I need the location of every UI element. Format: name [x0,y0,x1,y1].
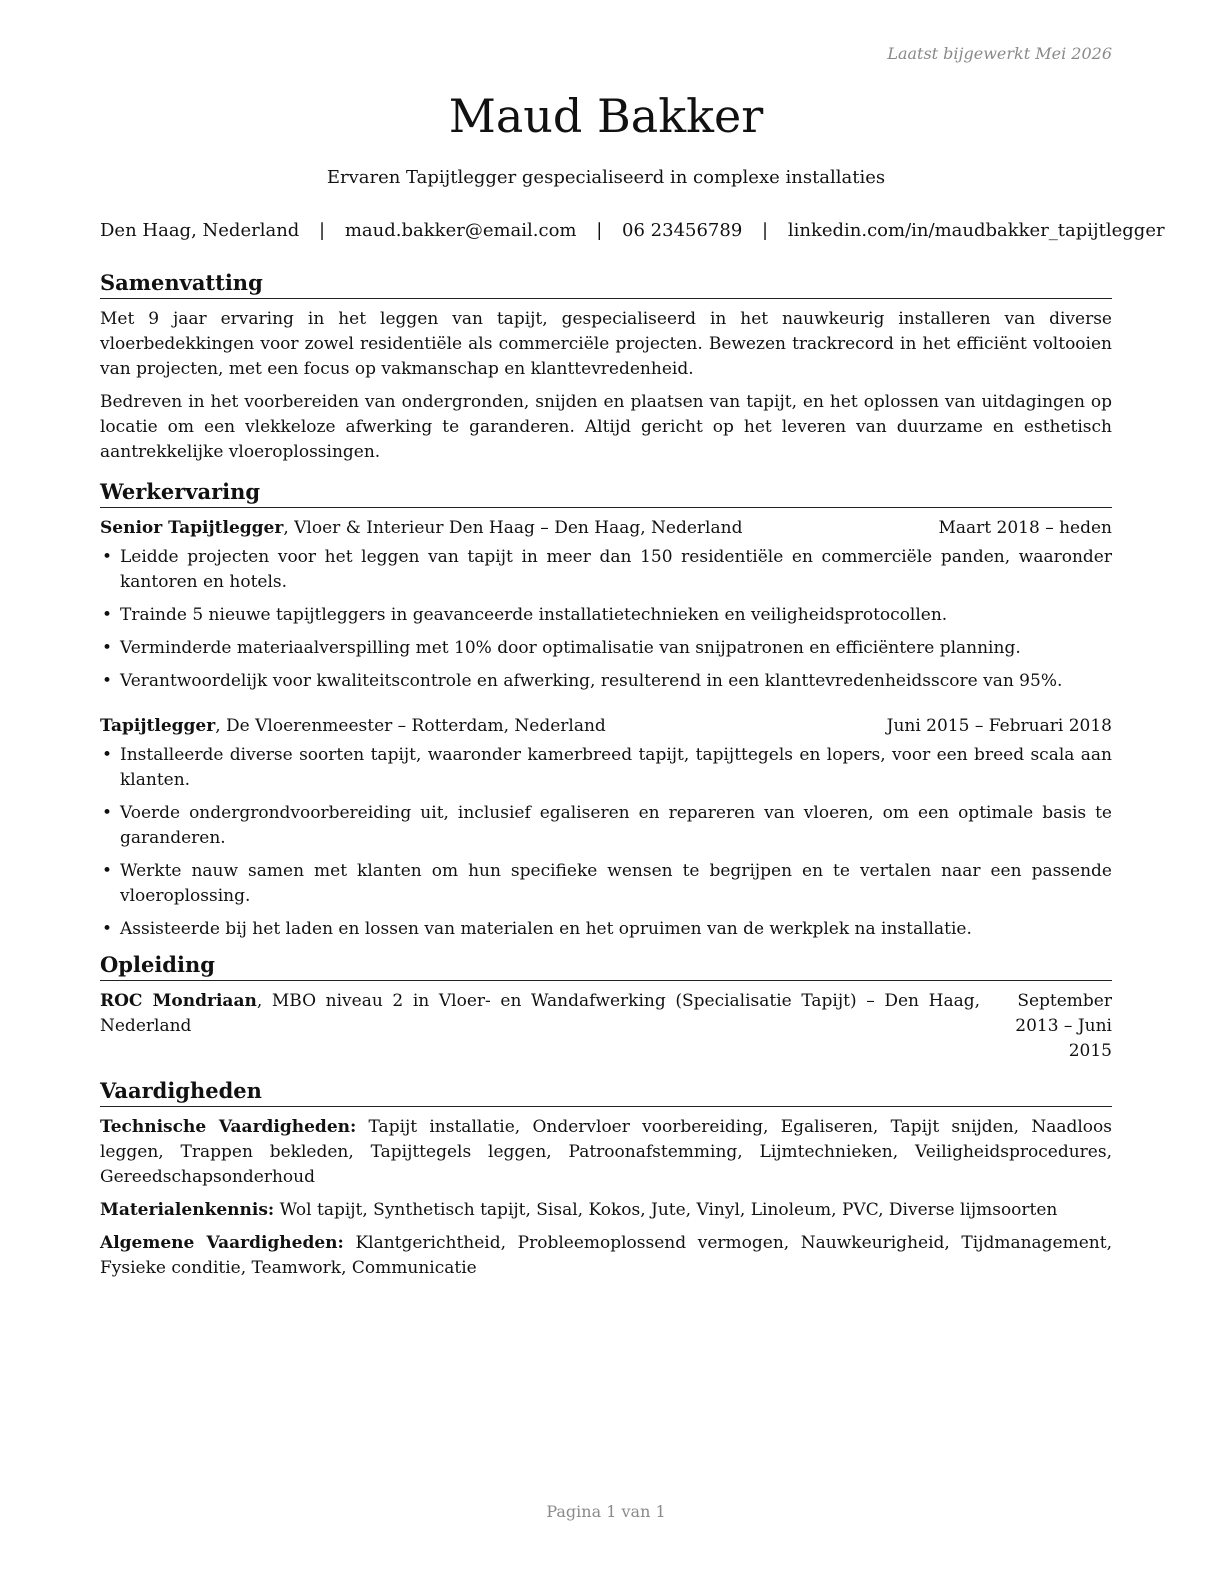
contact-email-link[interactable]: maud.bakker@email.com [344,220,577,241]
skills-section [100,1078,1112,1281]
job-title-company [100,516,742,541]
job-dates: Juni 2015 – Februari 2018 [886,716,1112,736]
summary-section [100,270,1112,465]
summary-paragraph: Met 9 jaar ervaring in het leggen van tapijt, gespecialiseerd in het nauwkeurig installeren van diverse vloerbedekkingen voor zowel residentiële als commerciële projecten. Bewezen trackrecord in het efficiënt voltooien van projecten, met een focus op vakmanschap en klanttevredenheid. [100,309,1112,379]
job-entry [100,516,1112,694]
resume-content [100,270,1112,1289]
job-bullet: • Trainde 5 nieuwe tapijtleggers in geavanceerde installatietechnieken en veiligheidsprotocollen. [100,603,1112,628]
tagline: Ervaren Tapijtlegger gespecialiseerd in complexe installaties [326,167,886,188]
job-bullet: • Installeerde diverse soorten tapijt, waaronder kamerbreed tapijt, tapijttegels en lopers, voor een breed scala aan klanten. [100,743,1112,793]
education-school: ROC Mondriaan [100,991,257,1011]
job-bullet: • Leidde projecten voor het leggen van tapijt in meer dan 150 residentiële en commerciële panden, waaronder kantoren en hotels. [100,545,1112,595]
section-title-summary: Samenvatting [100,270,1112,299]
job-header [100,714,1112,739]
section-title-experience: Werkervaring [100,479,1112,508]
job-header [100,516,1112,541]
contact-location: Den Haag, Nederland [100,220,300,241]
summary-paragraph: Bedreven in het voorbereiden van ondergronden, snijden en plaatsen van tapijt, en het oplossen van uitdagingen op locatie om een vlekkeloze afwerking te garanderen. Altijd gericht op het leveren van duurzame en esthetisch aantrekkelijke vloeroplossingen. [100,392,1112,462]
contact-separator: | [319,220,326,241]
page-number: Pagina 1 van 1 [546,1502,666,1521]
job-role: Senior Tapijtlegger [100,518,284,538]
job-role: Tapijtlegger [100,716,216,736]
education-section [100,952,1112,1064]
job-dates: Maart 2018 – heden [938,518,1112,538]
job-entry [100,714,1112,942]
job-company: , De Vloerenmeester – Rotterdam, Nederland [215,716,606,736]
contact-separator: | [762,220,769,241]
job-title-company [100,714,606,739]
contact-line [100,220,1165,241]
section-title-education: Opleiding [100,952,1112,981]
resume-page [100,0,1165,1584]
skill-label: Algemene Vaardigheden: [100,1233,344,1253]
job-company: , Vloer & Interieur Den Haag – Den Haag, Nederland [283,518,743,538]
job-bullet: • Werkte nauw samen met klanten om hun specifieke wensen te begrijpen en te vertalen naar een passende vloeroplossing. [100,859,1112,909]
contact-separator: | [596,220,603,241]
job-bullets [100,743,1112,942]
education-entry [100,989,1112,1064]
skill-label: Technische Vaardigheden: [100,1117,357,1137]
skill-group [100,1115,1112,1190]
education-program: , MBO niveau 2 in Vloer- en Wandafwerking (Specialisatie Tapijt) – Den Haag, Nederland [100,991,980,1036]
skill-group [100,1231,1112,1281]
job-bullet: • Verminderde materiaalverspilling met 10% door optimalisatie van snijpatronen en efficiëntere planning. [100,636,1112,661]
experience-section [100,479,1112,942]
skill-list: Tapijt installatie, Ondervloer voorbereiding, Egaliseren, Tapijt snijden, Naadloos leggen, Trappen bekleden, Tapijttegels leggen, Patroonafstemming, Lijmtechnieken, Veiligheidsprocedures, Gereedschapsonderhoud [100,1117,1113,1187]
last-updated: Laatst bijgewerkt Mei 2026 [887,44,1112,63]
job-bullets [100,545,1112,694]
job-bullet: • Voerde ondergrondvoorbereiding uit, inclusief egaliseren en repareren van vloeren, om een optimale basis te garanderen. [100,801,1112,851]
job-spacer [100,702,1112,714]
skill-list: Klantgerichtheid, Probleemoplossend vermogen, Nauwkeurigheid, Tijdmanagement, Fysieke conditie, Teamwork, Communicatie [100,1233,1112,1278]
skill-list: Wol tapijt, Synthetisch tapijt, Sisal, Kokos, Jute, Vinyl, Linoleum, PVC, Diverse lijmsoorten [274,1200,1058,1220]
education-dates: September 2013 – Juni 2015 [1015,991,1112,1061]
contact-linkedin-link[interactable]: linkedin.com/in/maudbakker_tapijtlegger [787,220,1165,241]
education-detail [100,989,980,1064]
candidate-name: Maud Bakker [448,89,764,143]
skill-label: Materialenkennis: [100,1200,275,1220]
contact-phone: 06 23456789 [622,220,743,241]
job-bullet: • Verantwoordelijk voor kwaliteitscontrole en afwerking, resulterend in een klanttevredenheidsscore van 95%. [100,669,1112,694]
section-title-skills: Vaardigheden [100,1078,1112,1107]
skill-group [100,1198,1112,1223]
job-bullet: • Assisteerde bij het laden en lossen van materialen en het opruimen van de werkplek na installatie. [100,917,1112,942]
